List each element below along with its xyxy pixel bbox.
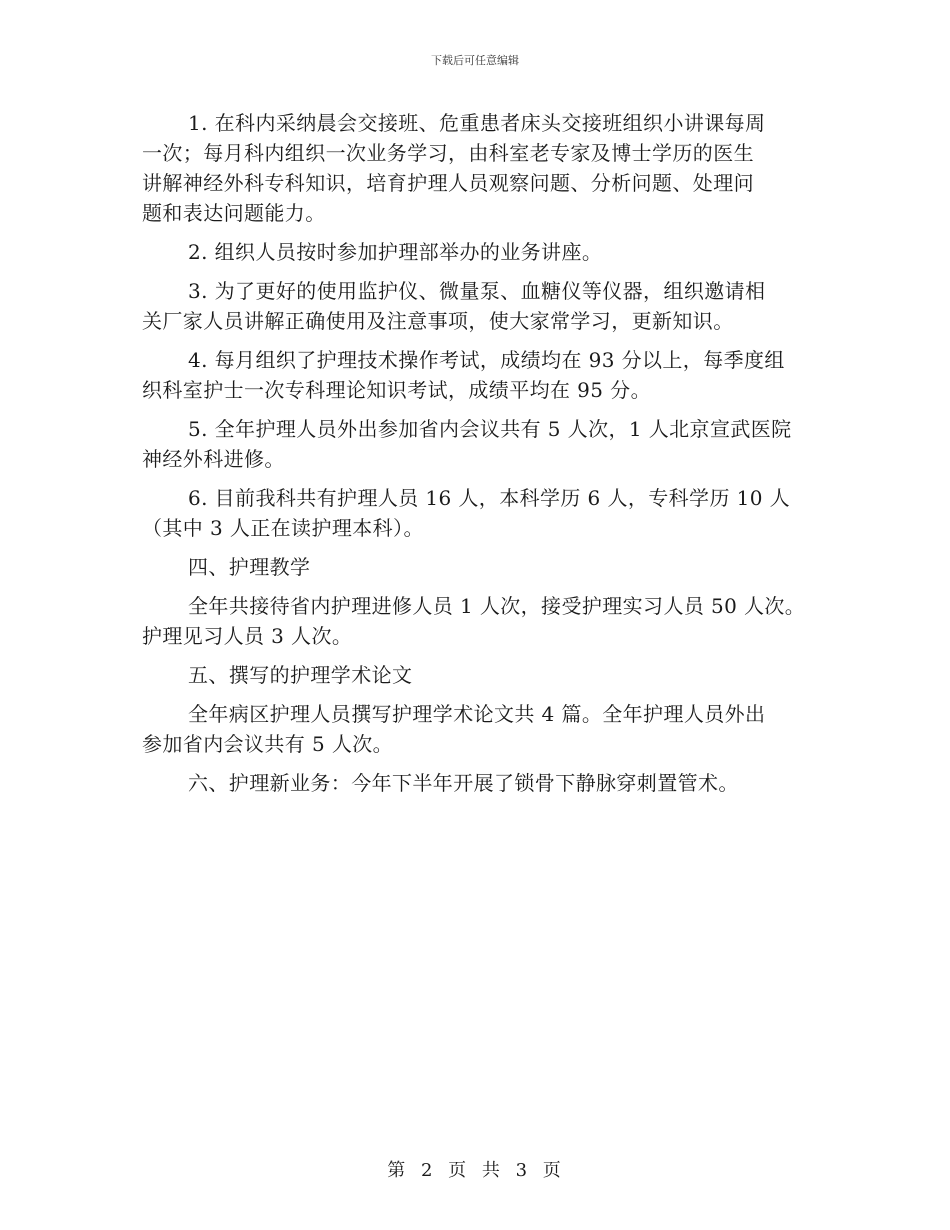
text-line: 5. 全年护理人员外出参加省内会议共有 5 人次，1 人北京宣武医院 bbox=[188, 417, 792, 441]
paragraph-papers bbox=[142, 699, 814, 759]
text-line: 参加省内会议共有 5 人次。 bbox=[142, 732, 394, 756]
paragraph-4 bbox=[142, 345, 814, 405]
section-heading-new-business bbox=[142, 768, 814, 798]
section-heading-teaching bbox=[142, 552, 814, 582]
paragraph-3 bbox=[142, 276, 814, 336]
text-line: 4. 每月组织了护理技术操作考试，成绩均在 93 分以上，每季度组 bbox=[188, 348, 785, 372]
section-heading-papers bbox=[142, 660, 814, 690]
text-line: 2. 组织人员按时参加护理部举办的业务讲座。 bbox=[188, 240, 603, 264]
text-line: 神经外科进修。 bbox=[142, 447, 285, 471]
text-line: 全年共接待省内护理进修人员 1 人次，接受护理实习人员 50 人次。 bbox=[188, 594, 806, 618]
paragraph-1 bbox=[142, 108, 814, 228]
text-line: 1. 在科内采纳晨会交接班、危重患者床头交接班组织小讲课每周 bbox=[188, 111, 766, 135]
text-line: 织科室护士一次专科理论知识考试，成绩平均在 95 分。 bbox=[142, 378, 651, 402]
paragraph-6 bbox=[142, 483, 814, 543]
text-line: 题和表达问题能力。 bbox=[142, 201, 326, 225]
section-heading: 四、护理教学 bbox=[188, 555, 311, 579]
text-line: 3. 为了更好的使用监护仪、微量泵、血糖仪等仪器，组织邀请相 bbox=[188, 279, 766, 303]
text-line: 讲解神经外科专科知识，培育护理人员观察问题、分析问题、处理问 bbox=[142, 171, 754, 195]
section-heading: 六、护理新业务：今年下半年开展了锁骨下静脉穿刺置管术。 bbox=[188, 771, 739, 795]
text-line: 护理见习人员 3 人次。 bbox=[142, 624, 353, 648]
section-heading: 五、撰写的护理学术论文 bbox=[188, 663, 413, 687]
text-line: 关厂家人员讲解正确使用及注意事项，使大家常学习，更新知识。 bbox=[142, 309, 734, 333]
paragraph-teaching bbox=[142, 591, 814, 651]
page-number: 第 2 页 共 3 页 bbox=[387, 1160, 563, 1181]
text-line: 6. 目前我科共有护理人员 16 人，本科学历 6 人，专科学历 10 人 bbox=[188, 486, 791, 510]
paragraph-5 bbox=[142, 414, 814, 474]
document-body bbox=[142, 108, 814, 807]
page-header: 下载后可任意编辑 bbox=[431, 54, 519, 67]
paragraph-2 bbox=[142, 237, 814, 267]
text-line: 一次；每月科内组织一次业务学习，由科室老专家及博士学历的医生 bbox=[142, 141, 754, 165]
text-line: 全年病区护理人员撰写护理学术论文共 4 篇。全年护理人员外出 bbox=[188, 702, 766, 726]
text-line: （其中 3 人正在读护理本科）。 bbox=[142, 516, 424, 540]
